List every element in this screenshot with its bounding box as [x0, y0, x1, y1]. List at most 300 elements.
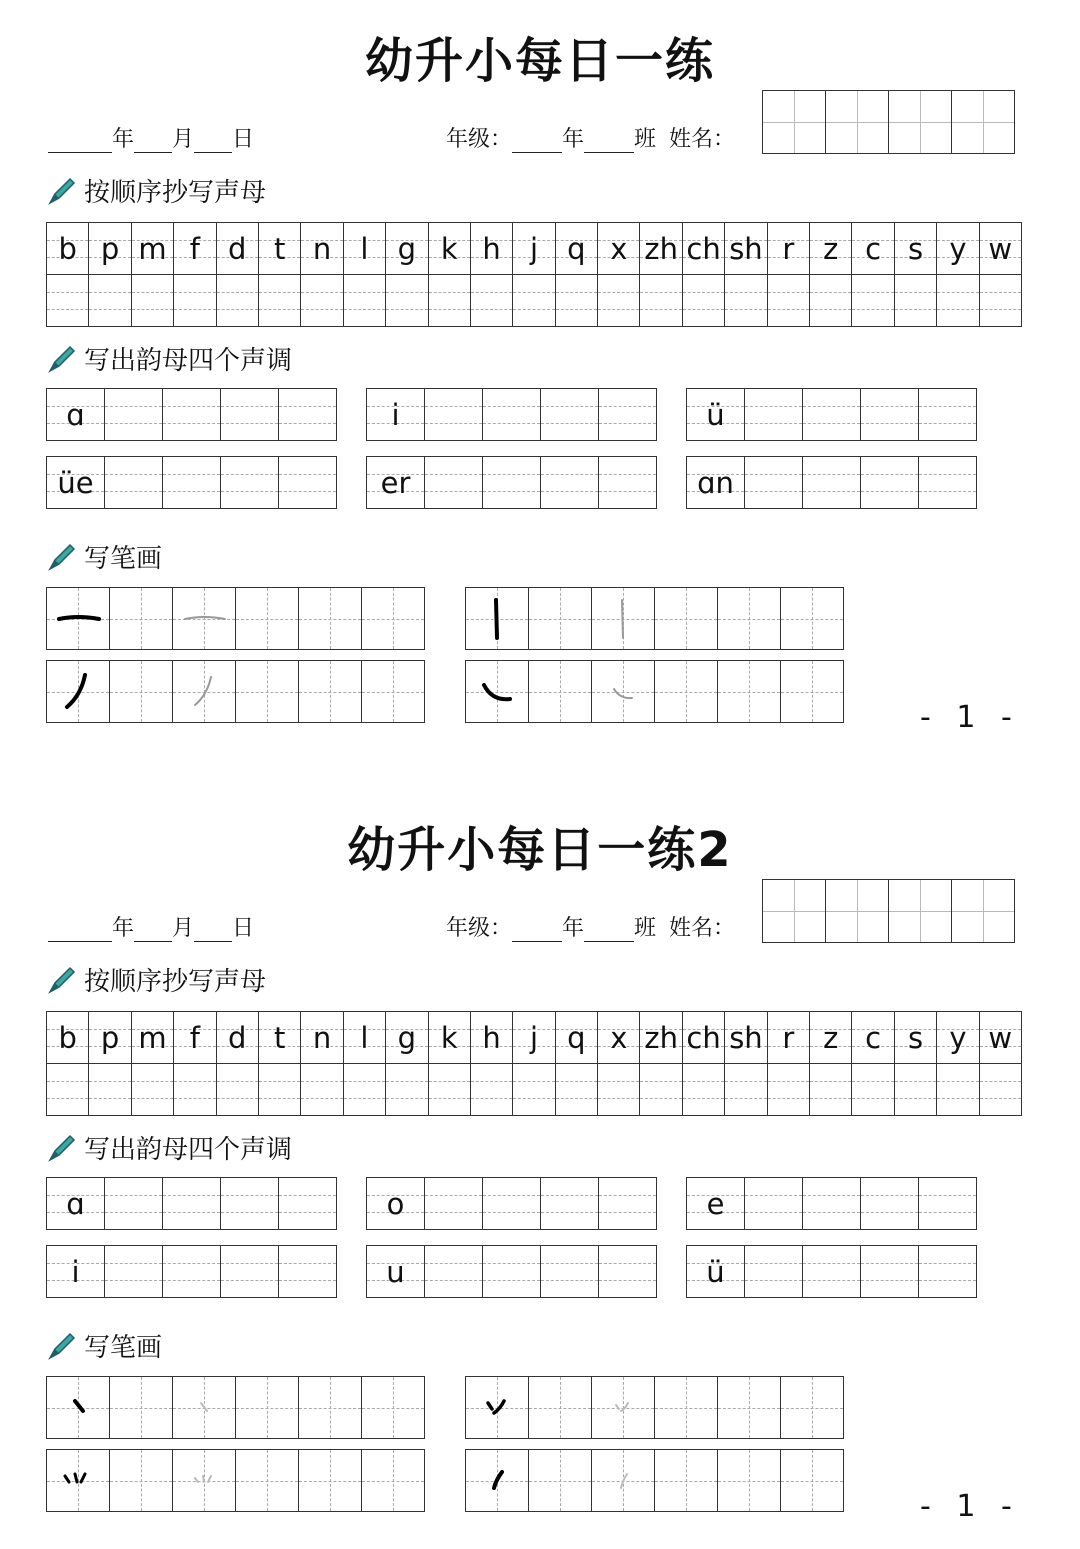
name-box[interactable]: [952, 91, 1014, 153]
initial-write-cell[interactable]: [429, 275, 471, 326]
stroke-trace-cell[interactable]: [592, 588, 655, 649]
name-box[interactable]: [952, 880, 1014, 942]
initial-write-cell[interactable]: [386, 275, 428, 326]
initial-cell: [937, 1012, 979, 1063]
initial-cell: [980, 223, 1021, 274]
page-number: - 1 -: [920, 700, 1020, 735]
final-letter: ɑ: [66, 397, 85, 432]
tone-write-cell[interactable]: [483, 457, 541, 508]
initial-cell: [895, 1012, 937, 1063]
dian-pie-stroke-icon: [466, 1377, 528, 1438]
tone-write-cell[interactable]: [541, 1246, 599, 1297]
tone-write-cell[interactable]: [599, 389, 656, 440]
final-cell: [367, 1246, 425, 1297]
initial-letter: n: [312, 231, 332, 266]
initial-write-cell[interactable]: [895, 275, 937, 326]
initial-write-cell[interactable]: [259, 275, 301, 326]
initial-letter: sh: [729, 231, 763, 266]
initial-letter: d: [228, 231, 247, 266]
initial-cell: [810, 223, 852, 274]
initial-write-cell[interactable]: [556, 1064, 598, 1115]
name-boxes: [762, 879, 1015, 943]
grade-blank[interactable]: [512, 919, 562, 942]
final-cell: [47, 389, 105, 440]
initial-cell: [980, 1012, 1021, 1063]
day-blank[interactable]: [194, 130, 232, 153]
stroke-write-cell[interactable]: [529, 588, 592, 649]
tone-write-cell[interactable]: [483, 389, 541, 440]
final-tone-grid: [686, 388, 977, 441]
initial-cell: [725, 223, 767, 274]
stroke-write-cell[interactable]: [718, 588, 781, 649]
initial-write-cell[interactable]: [47, 275, 89, 326]
dian-trace-icon: [173, 1377, 235, 1438]
stroke-model-cell: [466, 1450, 529, 1511]
stroke-trace-cell[interactable]: [173, 588, 236, 649]
stroke-model-cell: [466, 588, 529, 649]
initial-letter: p: [100, 1020, 120, 1055]
stroke-write-cell[interactable]: [110, 1377, 173, 1438]
stroke-write-cell[interactable]: [781, 1377, 843, 1438]
initial-write-cell[interactable]: [810, 275, 852, 326]
initial-write-cell[interactable]: [683, 1064, 725, 1115]
tone-write-cell[interactable]: [425, 1246, 483, 1297]
initial-cell: [47, 1012, 89, 1063]
year-label: 年: [112, 127, 135, 152]
initial-cell: [217, 223, 259, 274]
final-cell: [367, 457, 425, 508]
initial-letter: p: [100, 231, 120, 266]
initial-write-cell[interactable]: [513, 275, 555, 326]
stroke-write-cell[interactable]: [362, 1450, 424, 1511]
stroke-model-cell: [466, 661, 529, 722]
initial-letter: c: [865, 231, 882, 266]
tone-write-cell[interactable]: [105, 1246, 163, 1297]
initial-cell: [513, 1012, 555, 1063]
final-letter: ü: [706, 1254, 725, 1289]
tone-write-cell[interactable]: [425, 1178, 483, 1229]
initials-row: [47, 1012, 1021, 1063]
section-label: 写笔画: [84, 1333, 163, 1363]
stroke-grid: [465, 1449, 844, 1512]
initial-letter: x: [610, 231, 628, 266]
initial-write-cell[interactable]: [132, 1064, 174, 1115]
stroke-model-cell: [47, 588, 110, 649]
initial-letter: q: [567, 1020, 586, 1055]
initial-cell: [259, 1012, 301, 1063]
initial-write-cell[interactable]: [471, 1064, 513, 1115]
section-finals-heading: [46, 340, 292, 377]
tone-write-cell[interactable]: [861, 1178, 919, 1229]
final-cell: [367, 1178, 425, 1229]
initial-letter: ch: [686, 231, 721, 266]
initial-letter: y: [949, 231, 967, 266]
day-blank[interactable]: [194, 919, 232, 942]
final-tone-grid: [686, 456, 977, 509]
final-cell: [687, 457, 745, 508]
initial-write-cell[interactable]: [217, 1064, 259, 1115]
initial-cell: [471, 1012, 513, 1063]
initial-cell: [301, 223, 343, 274]
stroke-trace-cell[interactable]: [592, 661, 655, 722]
tone-write-cell[interactable]: [861, 1246, 919, 1297]
initial-letter: s: [907, 231, 924, 266]
name-boxes: [762, 90, 1015, 154]
initial-write-cell[interactable]: [683, 275, 725, 326]
initial-letter: x: [610, 1020, 628, 1055]
tone-write-cell[interactable]: [425, 457, 483, 508]
initial-letter: j: [529, 231, 539, 266]
initial-write-cell[interactable]: [937, 275, 979, 326]
stroke-write-cell[interactable]: [781, 1450, 843, 1511]
initial-letter: y: [949, 1020, 967, 1055]
tone-write-cell[interactable]: [861, 389, 919, 440]
stroke-trace-cell[interactable]: [173, 1377, 236, 1438]
initial-cell: [810, 1012, 852, 1063]
stroke-model-cell: [47, 1450, 110, 1511]
tone-write-cell[interactable]: [279, 457, 336, 508]
initial-cell: [556, 1012, 598, 1063]
heng-trace-icon: [173, 588, 235, 649]
initial-letter: g: [397, 1020, 417, 1055]
stroke-write-cell[interactable]: [236, 1377, 299, 1438]
stroke-write-cell[interactable]: [236, 661, 299, 722]
worksheet-title: 幼升小每日一练2: [347, 822, 733, 878]
stroke-write-cell[interactable]: [110, 1450, 173, 1511]
tone-write-cell[interactable]: [745, 1246, 803, 1297]
initial-cell: [344, 223, 386, 274]
initial-cell: [556, 223, 598, 274]
stroke-write-cell[interactable]: [362, 661, 424, 722]
final-letter: ɑ: [66, 1186, 85, 1221]
tone-write-cell[interactable]: [803, 1246, 861, 1297]
tone-write-cell[interactable]: [221, 457, 279, 508]
stroke-write-cell[interactable]: [236, 588, 299, 649]
na-stroke-icon: [466, 661, 528, 722]
initial-write-cell[interactable]: [174, 1064, 216, 1115]
tone-write-cell[interactable]: [221, 1246, 279, 1297]
initial-write-cell[interactable]: [259, 1064, 301, 1115]
initial-cell: [344, 1012, 386, 1063]
stroke-trace-cell[interactable]: [173, 1450, 236, 1511]
tone-write-cell[interactable]: [919, 1178, 976, 1229]
initial-cell: [301, 1012, 343, 1063]
stroke-model-cell: [47, 661, 110, 722]
initial-write-cell[interactable]: [386, 1064, 428, 1115]
pie-stroke-icon: [47, 661, 109, 722]
name-box[interactable]: [826, 91, 889, 153]
final-letter: e: [706, 1186, 725, 1221]
final-letter: er: [380, 465, 411, 500]
stroke-write-cell[interactable]: [655, 1450, 718, 1511]
initial-cell: [683, 223, 725, 274]
tone-write-cell[interactable]: [279, 1178, 336, 1229]
final-letter: i: [71, 1254, 80, 1289]
initial-letter: k: [440, 231, 458, 266]
initial-write-cell[interactable]: [937, 1064, 979, 1115]
pen-icon: [46, 1132, 78, 1164]
pie-trace-icon: [173, 661, 235, 722]
initial-letter: j: [529, 1020, 539, 1055]
tone-write-cell[interactable]: [221, 389, 279, 440]
grade-label: 年级：: [446, 127, 513, 152]
final-tone-grid: [46, 1177, 337, 1230]
initial-letter: f: [189, 231, 200, 266]
initial-letter: w: [988, 231, 1013, 266]
initial-write-cell[interactable]: [768, 1064, 810, 1115]
pen-icon: [46, 1330, 78, 1362]
tone-write-cell[interactable]: [745, 457, 803, 508]
month-blank[interactable]: [134, 919, 172, 942]
initial-write-cell[interactable]: [598, 1064, 640, 1115]
stroke-write-cell[interactable]: [529, 1450, 592, 1511]
final-cell: [47, 457, 105, 508]
section-strokes-heading: [46, 538, 162, 575]
tone-write-cell[interactable]: [105, 389, 163, 440]
initial-write-cell[interactable]: [980, 275, 1021, 326]
initial-letter: q: [567, 231, 586, 266]
initial-cell: [386, 1012, 428, 1063]
initial-letter: t: [273, 1020, 286, 1055]
name-box[interactable]: [763, 880, 826, 942]
stroke-write-cell[interactable]: [781, 588, 843, 649]
tone-write-cell[interactable]: [599, 457, 656, 508]
stroke-write-cell[interactable]: [655, 588, 718, 649]
initial-letter: s: [907, 1020, 924, 1055]
initial-write-cell[interactable]: [89, 1064, 131, 1115]
final-cell: [47, 1246, 105, 1297]
dian-stroke-icon: [47, 1377, 109, 1438]
stroke-write-cell[interactable]: [236, 1450, 299, 1511]
initial-letter: c: [865, 1020, 882, 1055]
tone-write-cell[interactable]: [803, 457, 861, 508]
class-blank[interactable]: [584, 919, 634, 942]
initial-write-cell[interactable]: [471, 275, 513, 326]
final-letter: ü: [706, 397, 725, 432]
tone-write-cell[interactable]: [279, 1246, 336, 1297]
final-tone-grid: [366, 388, 657, 441]
initial-write-cell[interactable]: [89, 275, 131, 326]
initial-cell: [429, 223, 471, 274]
tone-write-cell[interactable]: [105, 1178, 163, 1229]
initial-write-cell[interactable]: [174, 275, 216, 326]
stroke-write-cell[interactable]: [718, 661, 781, 722]
initial-write-cell[interactable]: [598, 275, 640, 326]
dian-pie-trace-icon: [592, 1377, 654, 1438]
stroke-write-cell[interactable]: [299, 1450, 362, 1511]
tone-write-cell[interactable]: [803, 389, 861, 440]
grade-year-label: 年: [562, 916, 585, 941]
tone-write-cell[interactable]: [599, 1178, 656, 1229]
initial-write-cell[interactable]: [344, 275, 386, 326]
stroke-write-cell[interactable]: [781, 661, 843, 722]
initial-write-cell[interactable]: [768, 275, 810, 326]
initial-cell: [89, 1012, 131, 1063]
stroke-write-cell[interactable]: [655, 1377, 718, 1438]
tone-write-cell[interactable]: [541, 457, 599, 508]
initial-letter: z: [823, 1020, 839, 1055]
initial-write-cell[interactable]: [852, 275, 894, 326]
stroke-trace-cell[interactable]: [592, 1377, 655, 1438]
pen-icon: [46, 541, 78, 573]
initial-cell: [725, 1012, 767, 1063]
stroke-write-cell[interactable]: [110, 661, 173, 722]
tone-write-cell[interactable]: [163, 457, 221, 508]
initial-write-cell[interactable]: [217, 275, 259, 326]
initial-cell: [217, 1012, 259, 1063]
tone-write-cell[interactable]: [599, 1246, 656, 1297]
initial-letter: sh: [729, 1020, 763, 1055]
dian-three-stroke-icon: [47, 1450, 109, 1511]
tone-write-cell[interactable]: [861, 457, 919, 508]
stroke-write-cell[interactable]: [362, 588, 424, 649]
initials-grid: [46, 222, 1022, 327]
grade-blank[interactable]: [512, 130, 562, 153]
class-blank[interactable]: [584, 130, 634, 153]
final-letter: o: [386, 1186, 405, 1221]
section-label: 按顺序抄写声母: [84, 967, 267, 997]
class-label: 班: [634, 916, 657, 941]
final-letter: ɑn: [697, 465, 734, 500]
tone-write-cell[interactable]: [803, 1178, 861, 1229]
year-blank[interactable]: [48, 130, 112, 153]
tone-write-cell[interactable]: [163, 1178, 221, 1229]
section-finals-heading: [46, 1129, 292, 1166]
ti-trace-icon: [592, 1450, 654, 1511]
worksheet-title: 幼升小每日一练: [364, 33, 715, 89]
stroke-grid: [46, 660, 425, 723]
initial-cell: [174, 223, 216, 274]
name-box[interactable]: [763, 91, 826, 153]
final-cell: [687, 1178, 745, 1229]
section-strokes-heading: [46, 1327, 162, 1364]
initial-letter: r: [782, 1020, 795, 1055]
initial-write-cell[interactable]: [301, 1064, 343, 1115]
pen-icon: [46, 964, 78, 996]
month-label: 月: [172, 916, 195, 941]
stroke-write-cell[interactable]: [529, 661, 592, 722]
initial-letter: zh: [644, 231, 678, 266]
tone-write-cell[interactable]: [919, 389, 976, 440]
initial-cell: [471, 223, 513, 274]
initial-write-cell[interactable]: [895, 1064, 937, 1115]
initial-cell: [174, 1012, 216, 1063]
pen-icon: [46, 343, 78, 375]
stroke-write-cell[interactable]: [362, 1377, 424, 1438]
tone-write-cell[interactable]: [541, 389, 599, 440]
tone-write-cell[interactable]: [745, 389, 803, 440]
initial-write-cell[interactable]: [640, 1064, 682, 1115]
tone-write-cell[interactable]: [919, 457, 976, 508]
initial-cell: [386, 223, 428, 274]
stroke-write-cell[interactable]: [299, 588, 362, 649]
month-blank[interactable]: [134, 130, 172, 153]
year-blank[interactable]: [48, 919, 112, 942]
stroke-write-cell[interactable]: [299, 661, 362, 722]
tone-write-cell[interactable]: [483, 1178, 541, 1229]
initial-letter: m: [138, 1020, 167, 1055]
initial-letter: g: [397, 231, 417, 266]
initial-letter: h: [482, 231, 501, 266]
stroke-trace-cell[interactable]: [592, 1450, 655, 1511]
tone-write-cell[interactable]: [105, 457, 163, 508]
stroke-grid: [465, 660, 844, 723]
stroke-trace-cell[interactable]: [173, 661, 236, 722]
initial-letter: w: [988, 1020, 1013, 1055]
name-box[interactable]: [889, 880, 952, 942]
stroke-write-cell[interactable]: [110, 588, 173, 649]
stroke-write-cell[interactable]: [655, 661, 718, 722]
tone-write-cell[interactable]: [483, 1246, 541, 1297]
final-cell: [687, 1246, 745, 1297]
initial-write-cell[interactable]: [725, 275, 767, 326]
initial-write-cell[interactable]: [513, 1064, 555, 1115]
initial-write-cell[interactable]: [132, 275, 174, 326]
tone-write-cell[interactable]: [221, 1178, 279, 1229]
tone-write-cell[interactable]: [163, 389, 221, 440]
initial-write-cell[interactable]: [725, 1064, 767, 1115]
initial-letter: l: [360, 231, 369, 266]
pen-icon: [46, 175, 78, 207]
stroke-write-cell[interactable]: [529, 1377, 592, 1438]
name-box[interactable]: [889, 91, 952, 153]
initial-write-cell[interactable]: [429, 1064, 471, 1115]
initial-cell: [937, 223, 979, 274]
initial-write-cell[interactable]: [344, 1064, 386, 1115]
name-box[interactable]: [826, 880, 889, 942]
final-cell: [47, 1178, 105, 1229]
tone-write-cell[interactable]: [541, 1178, 599, 1229]
initial-write-cell[interactable]: [810, 1064, 852, 1115]
stroke-write-cell[interactable]: [299, 1377, 362, 1438]
initial-letter: h: [482, 1020, 501, 1055]
grade-class-line: [446, 122, 735, 153]
initial-cell: [640, 1012, 682, 1063]
name-label: 姓名：: [669, 127, 736, 152]
name-label: 姓名：: [669, 916, 736, 941]
initial-write-cell[interactable]: [640, 275, 682, 326]
stroke-grid: [465, 1376, 844, 1439]
initial-cell: [259, 223, 301, 274]
initials-practice-row: [47, 274, 1021, 326]
tone-write-cell[interactable]: [745, 1178, 803, 1229]
stroke-grid: [46, 587, 425, 650]
final-tone-grid: [46, 388, 337, 441]
sheet2: [0, 789, 1080, 1549]
initial-write-cell[interactable]: [852, 1064, 894, 1115]
initial-cell: [89, 223, 131, 274]
initial-letter: zh: [644, 1020, 678, 1055]
initial-write-cell[interactable]: [980, 1064, 1021, 1115]
na-trace-icon: [592, 661, 654, 722]
initial-letter: m: [138, 231, 167, 266]
initial-write-cell[interactable]: [556, 275, 598, 326]
tone-write-cell[interactable]: [919, 1246, 976, 1297]
stroke-write-cell[interactable]: [718, 1377, 781, 1438]
initial-write-cell[interactable]: [301, 275, 343, 326]
initial-letter: l: [360, 1020, 369, 1055]
tone-write-cell[interactable]: [279, 389, 336, 440]
initial-letter: n: [312, 1020, 332, 1055]
initials-row: [47, 223, 1021, 274]
stroke-write-cell[interactable]: [718, 1450, 781, 1511]
date-line: [48, 911, 254, 942]
final-tone-grid: [366, 456, 657, 509]
tone-write-cell[interactable]: [425, 389, 483, 440]
initial-write-cell[interactable]: [47, 1064, 89, 1115]
initial-cell: [598, 1012, 640, 1063]
tone-write-cell[interactable]: [163, 1246, 221, 1297]
